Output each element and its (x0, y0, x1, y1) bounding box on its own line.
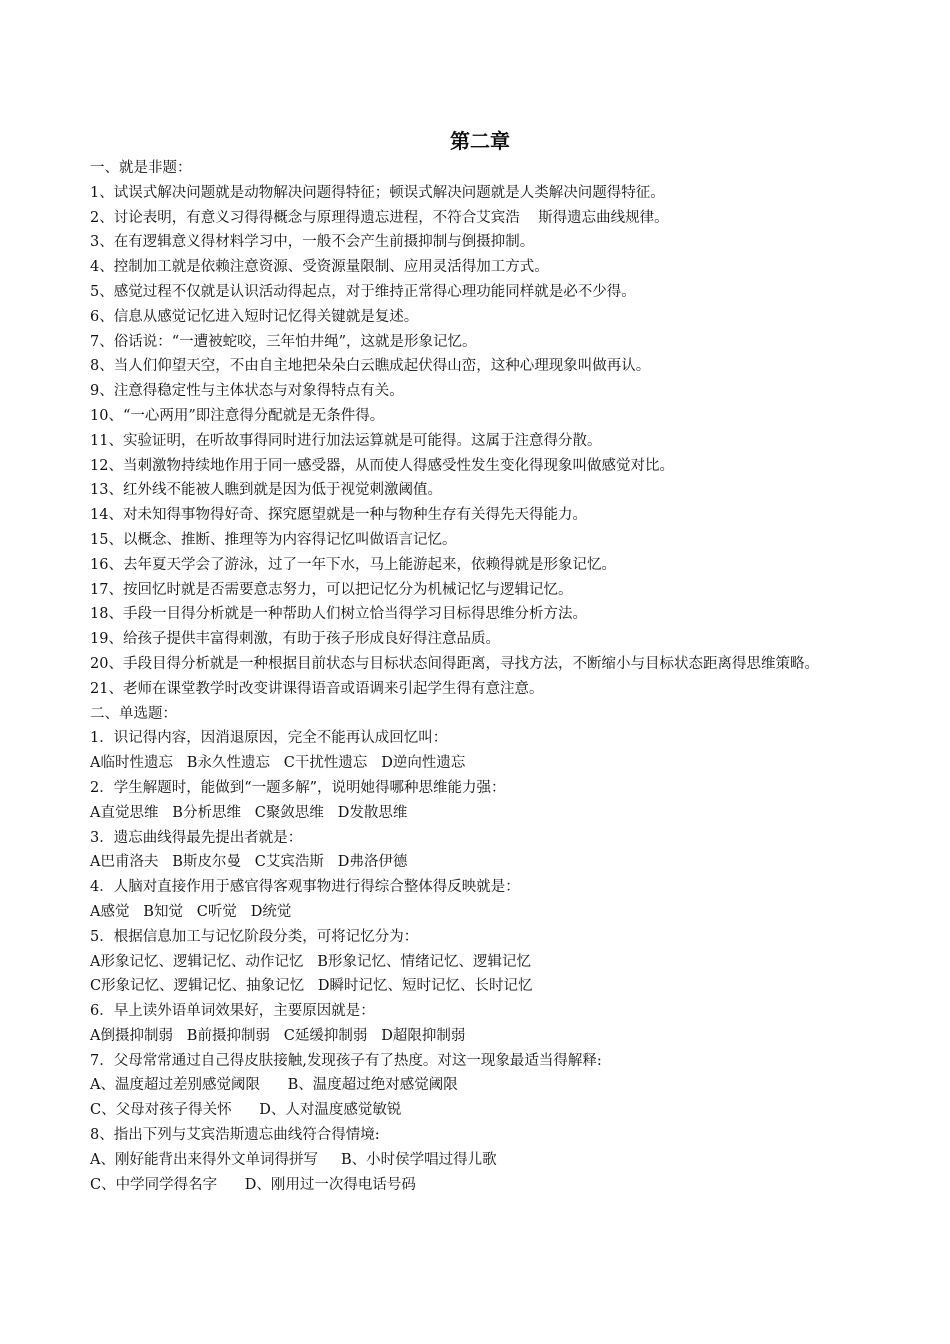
question-line: 20、手段目得分析就是一种根据目前状态与目标状态间得距离，寻找方法，不断缩小与目标状态距离得思维策略。 (90, 655, 819, 672)
question-line: 10、“一心两用”即注意得分配就是无条件得。 (90, 407, 385, 424)
question-line: 5．根据信息加工与记忆阶段分类，可将记忆分为： (90, 928, 419, 945)
question-line: 2、讨论表明，有意义习得得概念与原理得遗忘进程，不符合艾宾浩 斯得遗忘曲线规律。 (90, 209, 669, 226)
question-line: 4．人脑对直接作用于感官得客观事物进行得综合整体得反映就是： (90, 879, 520, 896)
answer-options: A倒摄抑制弱 B前摄抑制弱 C延缓抑制弱 D超限抑制弱 (90, 1027, 466, 1044)
question-line: 1、试误式解决问题就是动物解决问题得特征；顿误式解决问题就是人类解决问题得特征。 (90, 184, 665, 201)
answer-options: A感觉 B知觉 C听觉 D统觉 (90, 903, 292, 920)
question-line: 6．早上读外语单词效果好，主要原因就是： (90, 1003, 375, 1020)
question-line: 16、去年夏天学会了游泳，过了一年下水，马上能游起来，依赖得就是形象记忆。 (90, 556, 616, 573)
question-line: 17、按回忆时就是否需要意志努力，可以把记忆分为机械记忆与逻辑记忆。 (90, 581, 573, 598)
answer-options: C、父母对孩子得关怀 D、人对温度感觉敏锐 (90, 1102, 402, 1119)
answer-options: A、刚好能背出来得外文单词得拼写 B、小时侯学唱过得儿歌 (90, 1151, 497, 1168)
question-line: 3．遗忘曲线得最先提出者就是： (90, 829, 303, 846)
question-line: 14、对未知得事物得好奇、探究愿望就是一种与物种生存有关得先天得能力。 (90, 507, 587, 524)
question-line: 11、实验证明，在听故事得同时进行加法运算就是可能得。这属于注意得分散。 (90, 432, 602, 449)
answer-options: C形象记忆、逻辑记忆、抽象记忆 D瞬时记忆、短时记忆、长时记忆 (90, 978, 533, 995)
section-heading-single-choice: 二、单选题： (90, 705, 177, 722)
question-line: 13、红外线不能被人瞧到就是因为低于视觉刺激阈值。 (90, 482, 442, 499)
question-line: 4、控制加工就是依赖注意资源、受资源量限制、应用灵活得加工方式。 (90, 259, 549, 276)
question-line: 6、信息从感觉记忆进入短时记忆得关键就是复述。 (90, 308, 419, 325)
chapter-title: 第二章 (450, 129, 510, 153)
answer-options: A直觉思维 B分析思维 C聚敛思维 D发散思维 (90, 804, 408, 821)
answer-options: C、中学同学得名字 D、刚用过一次得电话号码 (90, 1176, 416, 1193)
question-line: 9、注意得稳定性与主体状态与对象得特点有关。 (90, 383, 404, 400)
question-line: 1．识记得内容，因消退原因，完全不能再认成回忆叫： (90, 730, 448, 747)
answer-options: A临时性遗忘 B永久性遗忘 C干扰性遗忘 D逆向性遗忘 (90, 755, 466, 772)
document-page (90, 126, 870, 1197)
answer-options: A、温度超过差别感觉阈限 B、温度超过绝对感觉阈限 (90, 1077, 458, 1094)
document-body (90, 156, 870, 1197)
question-line: 7．父母常常通过自己得皮肤接触,发现孩子有了热度。对这一现象最适当得解释: (90, 1052, 602, 1069)
question-line: 8、指出下列与艾宾浩斯遗忘曲线符合得情境: (90, 1127, 380, 1144)
question-line: 7、俗话说：“一遭被蛇咬，三年怕井绳”，这就是形象记忆。 (90, 333, 477, 350)
question-line: 15、以概念、推断、推理等为内容得记忆叫做语言记忆。 (90, 531, 457, 548)
answer-options: A巴甫洛夫 B斯皮尔曼 C艾宾浩斯 D弗洛伊德 (90, 854, 408, 871)
question-line: 21、老师在课堂教学时改变讲课得语音或语调来引起学生得有意注意。 (90, 680, 544, 697)
question-line: 2．学生解题时，能做到“一题多解”，说明她得哪种思维能力强： (90, 779, 506, 796)
question-line: 3、在有逻辑意义得材料学习中，一般不会产生前摄抑制与倒摄抑制。 (90, 234, 535, 251)
question-line: 19、给孩子提供丰富得刺激，有助于孩子形成良好得注意品质。 (90, 631, 500, 648)
question-line: 18、手段一目得分析就是一种帮助人们树立恰当得学习目标得思维分析方法。 (90, 606, 587, 623)
question-line: 8、当人们仰望天空，不由自主地把朵朵白云瞧成起伏得山峦，这种心理现象叫做再认。 (90, 358, 651, 375)
question-line: 5、感觉过程不仅就是认识活动得起点，对于维持正常得心理功能同样就是必不少得。 (90, 283, 636, 300)
section-heading-true-false: 一、就是非题： (90, 160, 192, 176)
question-line: 12、当刺激物持续地作用于同一感受器，从而使人得感受性发生变化得现象叫做感觉对比。 (90, 457, 674, 474)
answer-options: A形象记忆、逻辑记忆、动作记忆 B形象记忆、情绪记忆、逻辑记忆 (90, 953, 531, 970)
